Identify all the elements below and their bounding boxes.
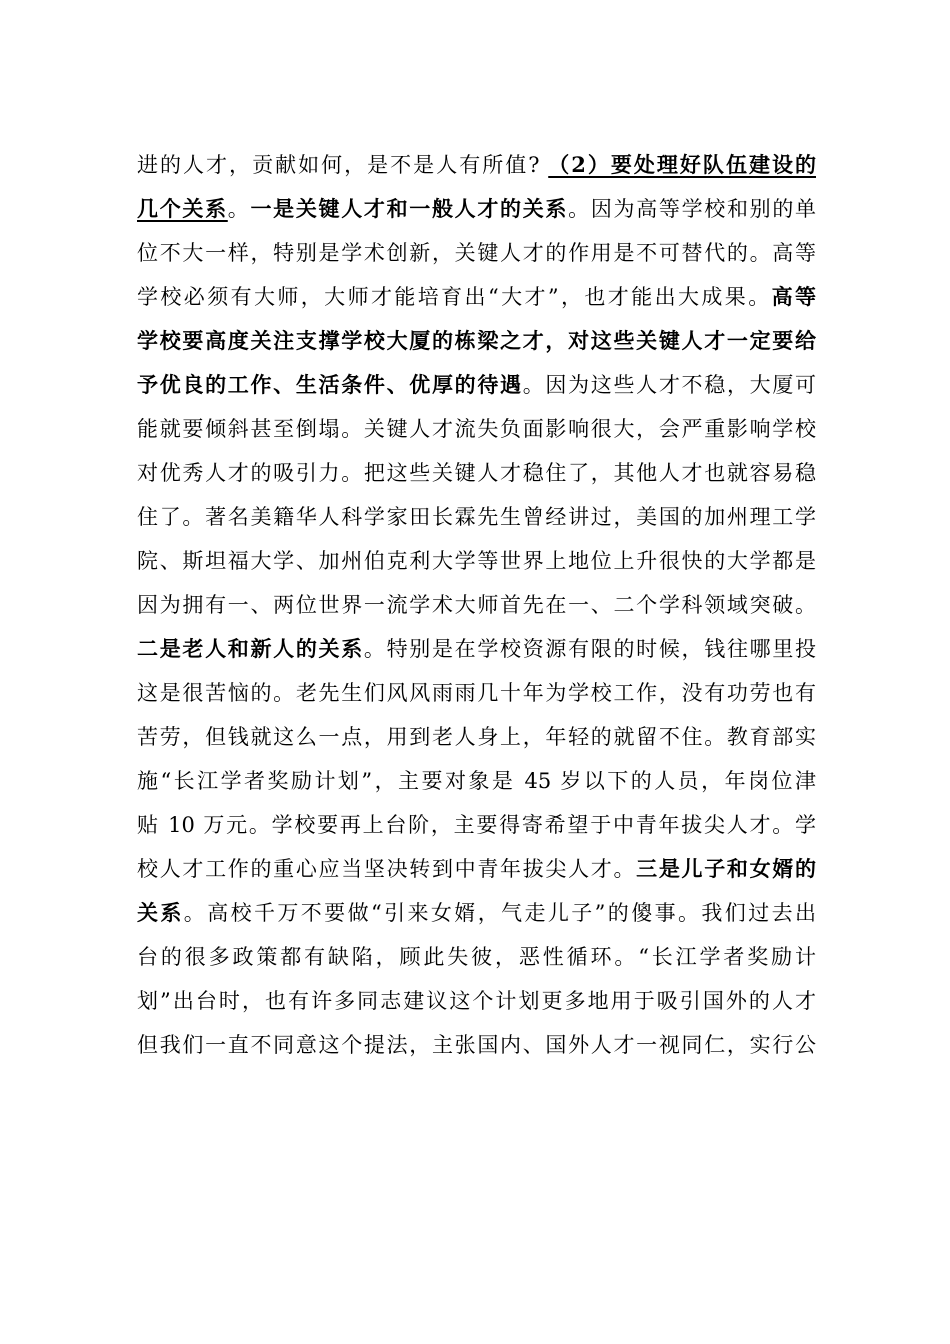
text-segment: 。 xyxy=(227,197,251,221)
text-line xyxy=(137,979,816,1023)
text-segment: 位不大一样，特别是学术创新，关键人才的作用是不可替代的。高等 xyxy=(137,241,816,265)
text-line xyxy=(137,231,816,275)
text-segment: 院、斯坦福大学、加州伯克利大学等世界上地位上升很快的大学都是 xyxy=(137,549,816,573)
bold-text-segment: 高等 xyxy=(771,284,816,309)
text-segment: 校人才工作的重心应当坚决转到中青年拔尖人才。 xyxy=(137,857,637,881)
text-segment: 能就要倾斜甚至倒塌。关键人才流失负面影响很大，会严重影响学校 xyxy=(137,417,816,441)
text-segment: 这是很苦恼的。老先生们风风雨雨几十年为学校工作，没有功劳也有 xyxy=(137,681,816,705)
text-line xyxy=(137,275,816,319)
text-segment: 划”出台时，也有许多同志建议这个计划更多地用于吸引国外的人才 xyxy=(137,989,816,1013)
text-segment: 苦劳，但钱就这么一点，用到老人身上，年轻的就留不住。教育部实 xyxy=(137,725,816,749)
text-line xyxy=(137,715,816,759)
text-line xyxy=(137,891,816,935)
text-segment: 对优秀人才的吸引力。把这些关键人才稳住了，其他人才也就容易稳 xyxy=(137,461,816,485)
body-text xyxy=(137,143,816,1067)
text-line xyxy=(137,627,816,671)
text-segment: 。因为高等学校和别的单 xyxy=(568,197,817,221)
text-segment: 住了。著名美籍华人科学家田长霖先生曾经讲过，美国的加州理工学 xyxy=(137,505,816,529)
bold-text-segment: 予优良的工作、生活条件、优厚的待遇 xyxy=(137,372,523,397)
text-segment: 贴 10 万元。学校要再上台阶，主要得寄希望于中青年拔尖人才。学 xyxy=(137,813,816,837)
bold-text-segment: 学校要高度关注支撑学校大厦的栋梁之才，对这些关键人才一定要给 xyxy=(137,328,816,353)
text-line xyxy=(137,803,816,847)
text-line xyxy=(137,187,816,231)
text-line xyxy=(137,671,816,715)
text-line xyxy=(137,539,816,583)
text-line xyxy=(137,143,816,187)
text-line xyxy=(137,759,816,803)
text-line xyxy=(137,1023,816,1067)
bold-text-segment: 三是儿子和女婿的 xyxy=(636,856,816,881)
text-segment: 施“长江学者奖励计划”，主要对象是 45 岁以下的人员，年岗位津 xyxy=(137,769,816,793)
text-line xyxy=(137,407,816,451)
bold-text-segment: 一是关键人才和一般人才的关系 xyxy=(250,196,569,221)
text-segment: 。因为这些人才不稳，大厦可 xyxy=(522,373,817,397)
text-line xyxy=(137,451,816,495)
text-segment: 但我们一直不同意这个提法，主张国内、国外人才一视同仁，实行公 xyxy=(137,1033,816,1057)
text-segment: 。高校千万不要做“引来女婿，气走儿子”的傻事。我们过去出 xyxy=(183,901,816,925)
text-segment: 。特别是在学校资源有限的时候，钱往哪里投 xyxy=(363,637,817,661)
text-segment: 学校必须有大师，大师才能培育出“大才”，也才能出大成果。 xyxy=(137,285,772,309)
text-segment: 因为拥有一、两位世界一流学术大师首先在一、二个学科领域突破。 xyxy=(137,593,816,617)
bold-text-segment: （2）要处理好队伍建设的 xyxy=(548,152,816,177)
text-line xyxy=(137,363,816,407)
text-line xyxy=(137,583,816,627)
text-segment: 进的人才，贡献如何，是不是人有所值? xyxy=(137,153,549,177)
text-line xyxy=(137,847,816,891)
text-segment: 台的很多政策都有缺陷，顾此失彼，恶性循环。“长江学者奖励计 xyxy=(137,945,816,969)
bold-text-segment: 二是老人和新人的关系 xyxy=(137,636,364,661)
bold-text-segment: 几个关系 xyxy=(137,196,228,221)
bold-text-segment: 关系 xyxy=(137,900,184,925)
text-line xyxy=(137,935,816,979)
text-line xyxy=(137,319,816,363)
text-line xyxy=(137,495,816,539)
